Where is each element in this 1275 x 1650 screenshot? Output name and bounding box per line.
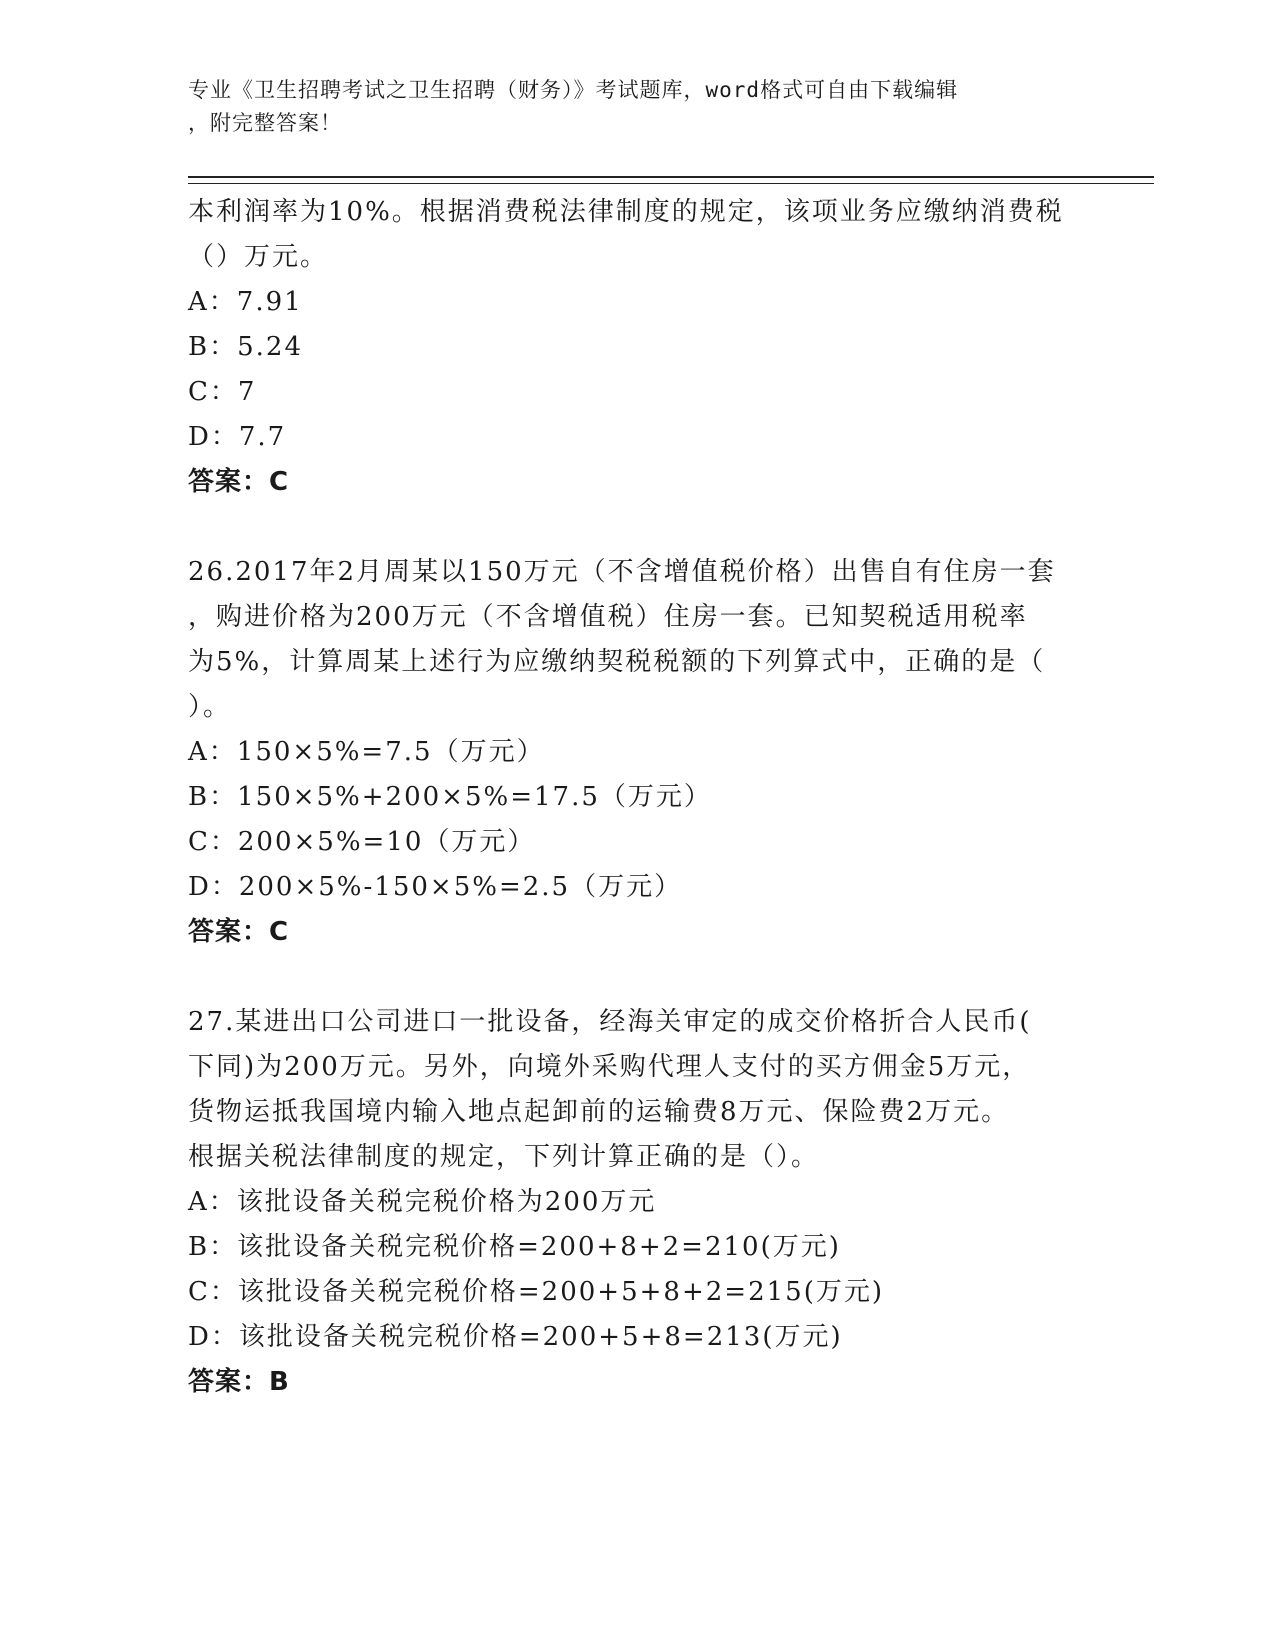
question-stem-line: ）。 (188, 692, 232, 722)
option-d: D：200×5%-150×5%=2.5（万元） (188, 872, 683, 902)
question-stem-line: 货物运抵我国境内输入地点起卸前的运输费8万元、保险费2万元。 (188, 1097, 1010, 1127)
header-rule-thick (188, 176, 1154, 178)
question-stem-line: （）万元。 (188, 242, 329, 272)
header-line-2: ，附完整答案！ (188, 111, 342, 135)
option-c: C：200×5%=10（万元） (188, 827, 536, 857)
option-d: D：7.7 (188, 422, 287, 452)
answer-label: 答案：C (188, 917, 290, 947)
header-rule-thin (188, 183, 1154, 184)
question-stem-line: 27.某进出口公司进口一批设备，经海关审定的成交价格折合人民币( (188, 1007, 1032, 1037)
question-27 (188, 1000, 1088, 1405)
option-b: B：5.24 (188, 332, 303, 362)
question-stem-line: 26.2017年2月周某以150万元（不含增值税价格）出售自有住房一套 (188, 557, 1056, 587)
option-c: C：7 (188, 377, 257, 407)
option-b: B：该批设备关税完税价格=200+8+2=210(万元) (188, 1232, 841, 1262)
option-a: A：该批设备关税完税价格为200万元 (188, 1187, 657, 1217)
question-stem-line: 下同)为200万元。另外，向境外采购代理人支付的买方佣金5万元， (188, 1052, 1031, 1082)
question-stem-line: 本利润率为10%。根据消费税法律制度的规定，该项业务应缴纳消费税 (188, 197, 1064, 227)
spacer (188, 955, 1088, 1000)
option-d: D：该批设备关税完税价格=200+5+8=213(万元) (188, 1322, 843, 1352)
header-line-1: 专业《卫生招聘考试之卫生招聘（财务）》考试题库，word格式可自由下载编辑 (188, 78, 959, 102)
answer-label: 答案：B (188, 1367, 290, 1397)
document-body (188, 190, 1088, 1405)
option-a: A：150×5%=7.5（万元） (188, 737, 545, 767)
question-stem-line: 为5%，计算周某上述行为应缴纳契税税额的下列算式中，正确的是（ (188, 647, 1046, 677)
document-header (188, 74, 1068, 140)
option-a: A：7.91 (188, 287, 303, 317)
question-25 (188, 190, 1088, 505)
option-b: B：150×5%+200×5%=17.5（万元） (188, 782, 712, 812)
question-stem-line: 根据关税法律制度的规定，下列计算正确的是（）。 (188, 1142, 820, 1172)
question-26 (188, 550, 1088, 955)
spacer (188, 505, 1088, 550)
option-c: C：该批设备关税完税价格=200+5+8+2=215(万元) (188, 1277, 884, 1307)
answer-label: 答案：C (188, 467, 290, 497)
question-stem-line: ，购进价格为200万元（不含增值税）住房一套。已知契税适用税率 (188, 602, 1028, 632)
